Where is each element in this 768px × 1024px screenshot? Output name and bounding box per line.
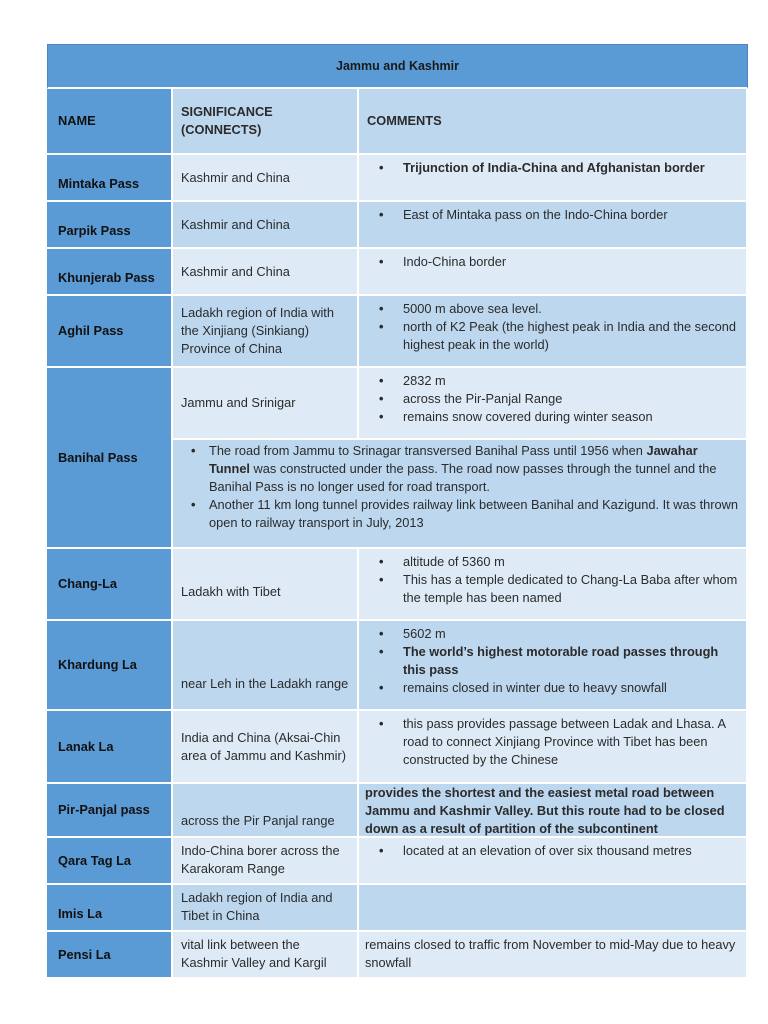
row-significance: Kashmir and China: [173, 202, 359, 249]
row-comments: [359, 838, 748, 885]
row-name: Mintaka Pass: [47, 155, 173, 202]
comment-item: • 2832 m: [367, 372, 738, 390]
row-comments: [359, 296, 748, 368]
row-name: Khardung La: [47, 621, 173, 711]
row-significance: near Leh in the Ladakh range: [173, 621, 359, 711]
comment-item: • Trijunction of India-China and Afghanistan border: [367, 159, 738, 177]
header-name: NAME: [47, 89, 173, 155]
row-name: Chang-La: [47, 549, 173, 621]
header-comments: COMMENTS: [359, 89, 748, 155]
comment-item: • The world’s highest motorable road passes through this pass: [367, 643, 738, 679]
comment-item: • this pass provides passage between Ladak and Lhasa. A road to connect Xinjiang Province with Tibet has been constructed by the Chinese: [367, 715, 738, 769]
row-significance: Ladakh with Tibet: [173, 549, 359, 621]
row-name: Pensi La: [47, 932, 173, 979]
table-grid: [47, 89, 748, 979]
table-title: Jammu and Kashmir: [47, 44, 748, 89]
row-significance: across the Pir Panjal range: [173, 784, 359, 838]
row-name: Pir-Panjal pass: [47, 784, 173, 838]
row-name: Aghil Pass: [47, 296, 173, 368]
row-comments: [359, 711, 748, 784]
row-comment-text: remains closed to traffic from November to mid-May due to heavy snowfall: [359, 932, 748, 979]
row-significance: Ladakh region of India and Tibet in China: [173, 885, 359, 932]
row-significance: Ladakh region of India with the Xinjiang (Sinkiang) Province of China: [173, 296, 359, 368]
row-significance: India and China (Aksai-Chin area of Jammu and Kashmir): [173, 711, 359, 784]
row-name: Khunjerab Pass: [47, 249, 173, 296]
row-significance: Indo-China borer across the Karakoram Range: [173, 838, 359, 885]
tunnel-name: Jawahar Tunnel: [209, 443, 698, 476]
row-comment-text: provides the shortest and the easiest metal road between Jammu and Kashmir Valley. But this route had to be closed down as a result of partition of the subcontinent: [359, 784, 748, 838]
comment-item: • This has a temple dedicated to Chang-La Baba after whom the temple has been named: [367, 571, 738, 607]
comment-item: • located at an elevation of over six thousand metres: [367, 842, 738, 860]
comment-item: • The road from Jammu to Srinagar transversed Banihal Pass until 1956 when Jawahar Tunnel was constructed under the pass. The road now passes through the tunnel and the Banihal Pass is no longer used for road transport.: [181, 442, 738, 496]
passes-table: [47, 44, 748, 979]
row-comments: [359, 202, 748, 249]
row-name: Lanak La: [47, 711, 173, 784]
row-name: Banihal Pass: [47, 368, 173, 549]
row-name: Qara Tag La: [47, 838, 173, 885]
row-significance: vital link between the Kashmir Valley and Kargil: [173, 932, 359, 979]
comment-item: • East of Mintaka pass on the Indo-China border: [367, 206, 738, 224]
comment-item: • 5000 m above sea level.: [367, 300, 738, 318]
comment-item: • Indo-China border: [367, 253, 738, 271]
comment-item: • Another 11 km long tunnel provides railway link between Banihal and Kazigund. It was thrown open to railway transport in July, 2013: [181, 496, 738, 532]
row-significance: Kashmir and China: [173, 249, 359, 296]
row-comment-text: [359, 885, 748, 932]
row-comments: [359, 249, 748, 296]
row-comments: [359, 368, 748, 440]
comment-item: • north of K2 Peak (the highest peak in India and the second highest peak in the world): [367, 318, 738, 354]
header-significance: SIGNIFICANCE (CONNECTS): [173, 89, 359, 155]
comment-item: • remains closed in winter due to heavy snowfall: [367, 679, 738, 697]
row-significance: Kashmir and China: [173, 155, 359, 202]
row-significance: Jammu and Srinigar: [173, 368, 359, 440]
comment-item: • altitude of 5360 m: [367, 553, 738, 571]
row-comments: [359, 621, 748, 711]
comment-item: • across the Pir-Panjal Range: [367, 390, 738, 408]
row-name: Imis La: [47, 885, 173, 932]
row-comments: [359, 155, 748, 202]
comment-item: • remains snow covered during winter season: [367, 408, 738, 426]
banihal-extra-comments: [173, 440, 748, 549]
row-name: Parpik Pass: [47, 202, 173, 249]
comment-item: • 5602 m: [367, 625, 738, 643]
row-comments: [359, 549, 748, 621]
